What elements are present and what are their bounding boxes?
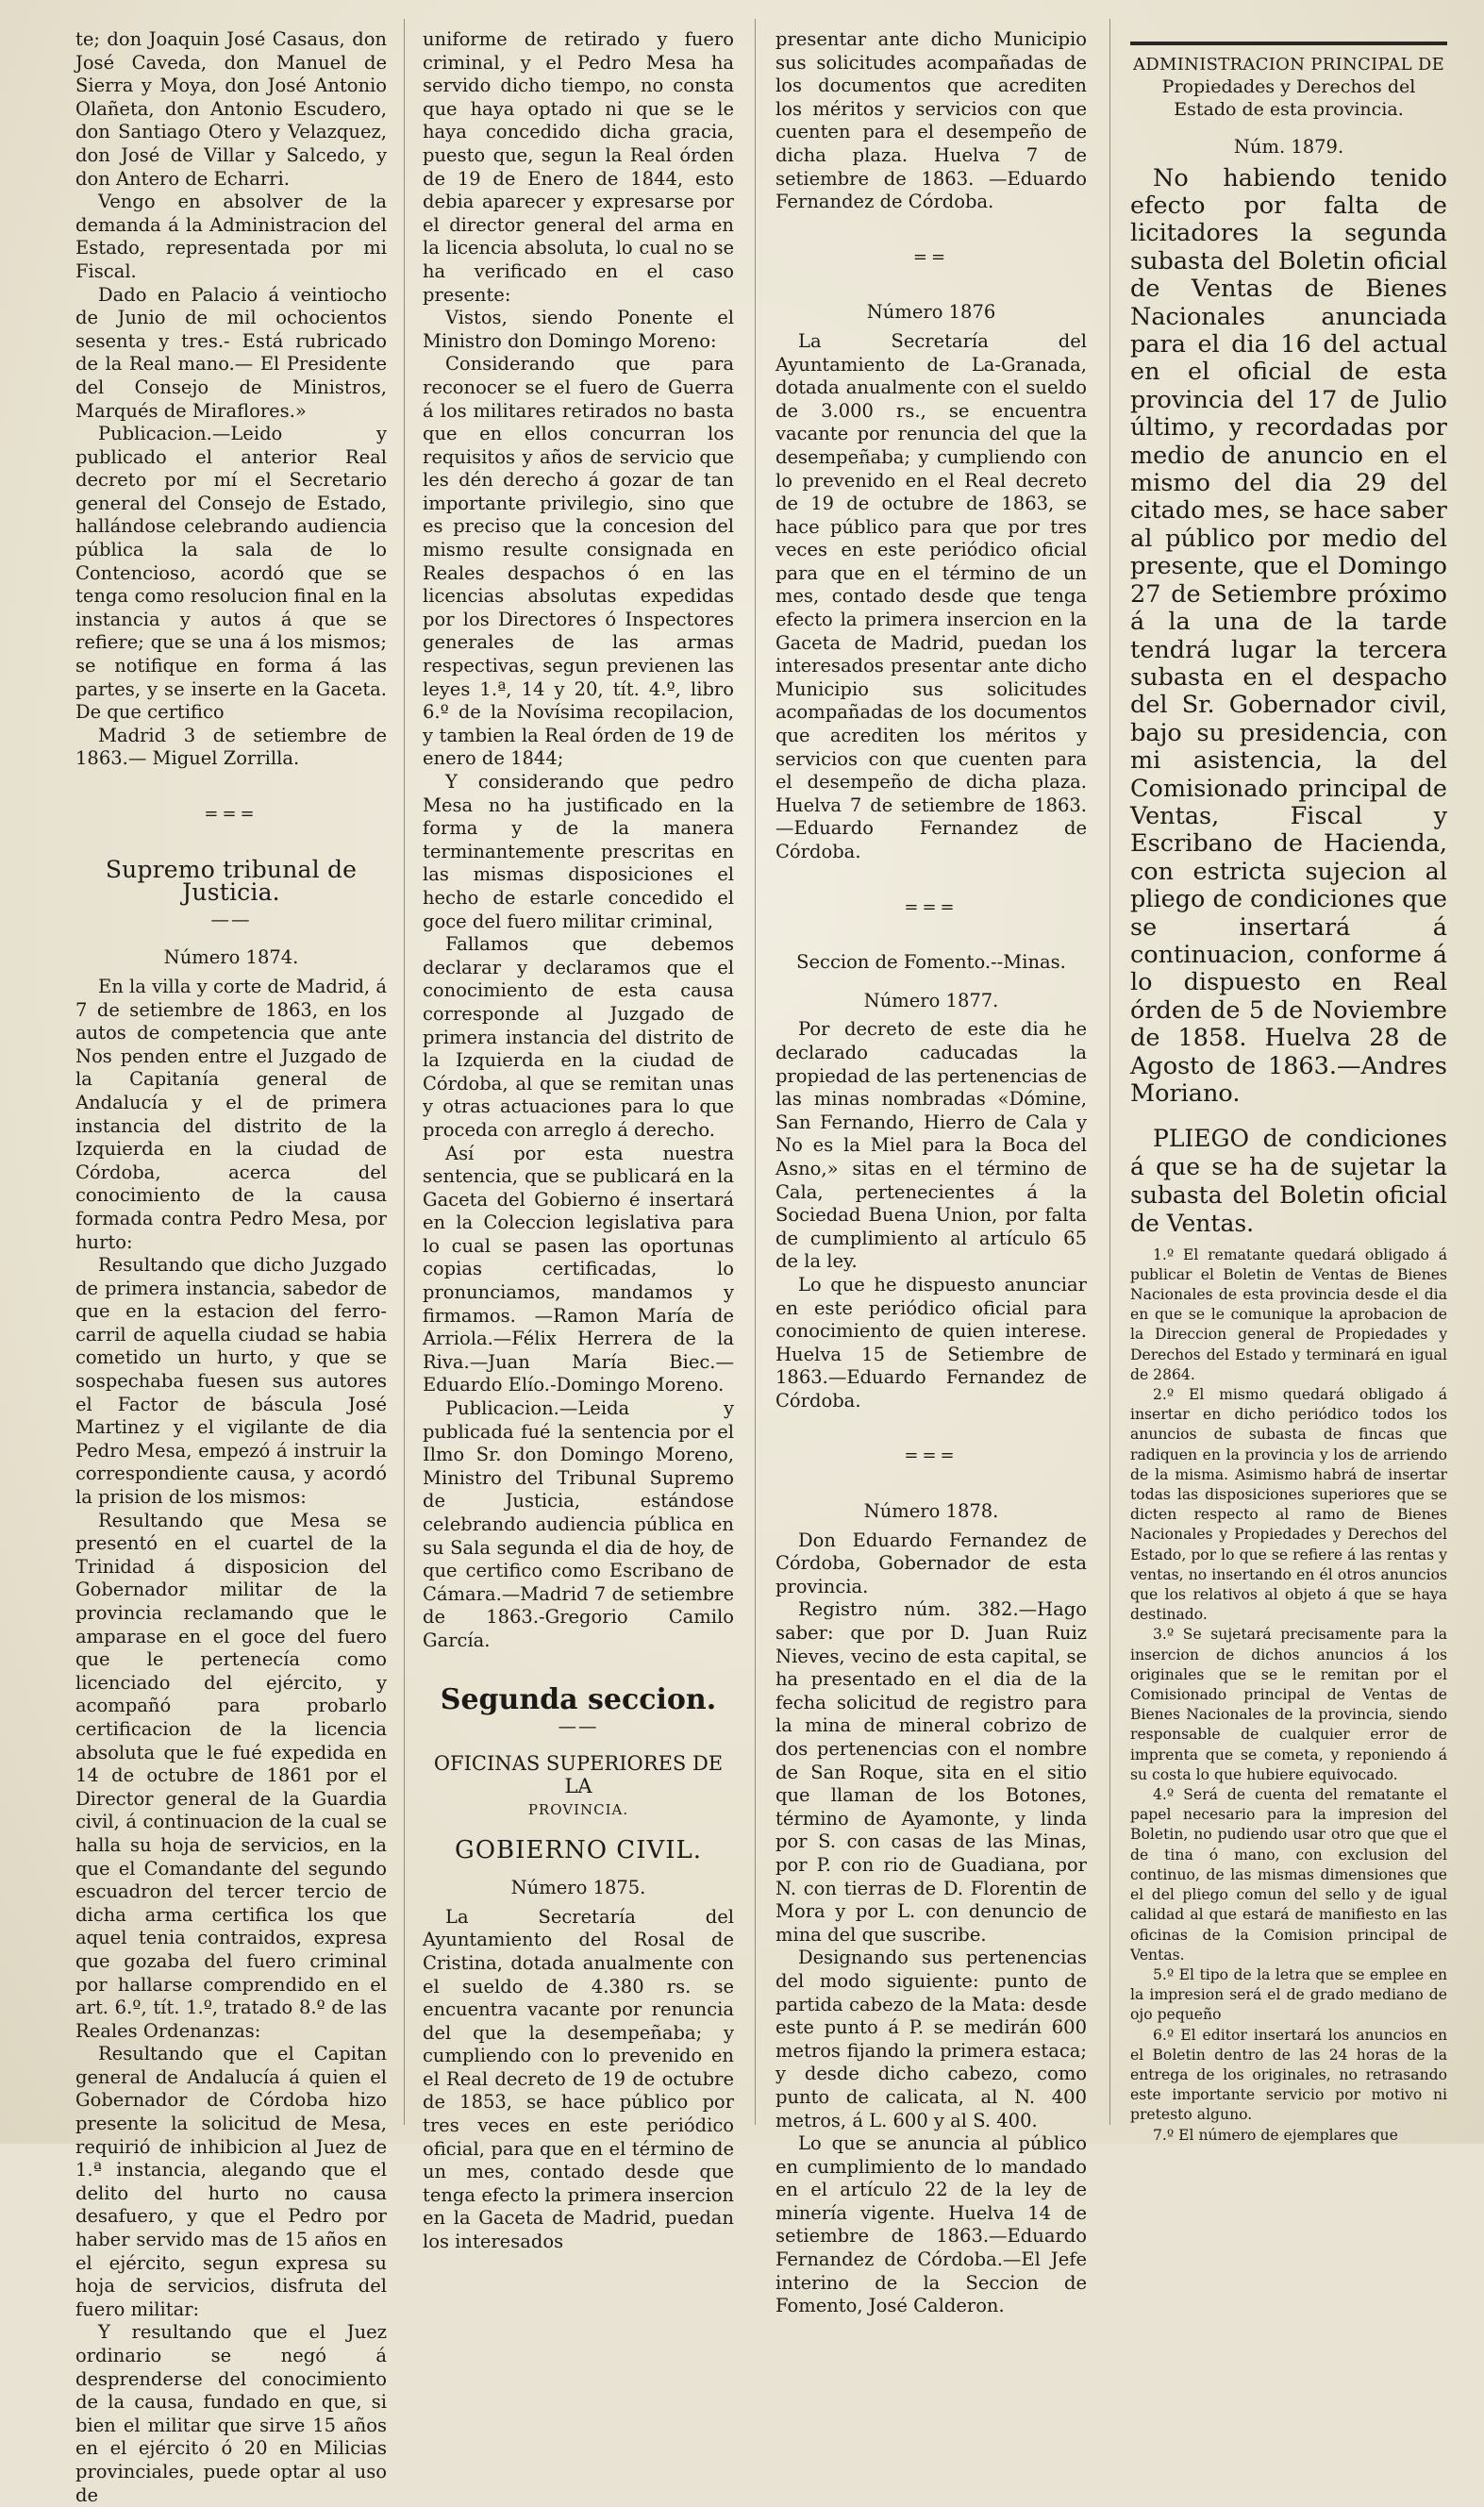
column-rule — [755, 19, 756, 2125]
paragraph: Y considerando que pedro Mesa no ha justificado en la forma y de la manera terminantemente prescritas en las mismas disposiciones el hecho de estarle concedido el goce del fuero militar criminal, — [423, 771, 734, 932]
column-3 — [775, 28, 1087, 2317]
separator: === — [204, 804, 258, 824]
paragraph: Don Eduardo Fernandez de Córdoba, Gobernador de esta provincia. — [775, 1529, 1087, 1597]
paragraph: En la villa y corte de Madrid, á 7 de setiembre de 1863, en los autos de competencia que ante Nos penden entre el Juzgado de la Capitanía general de Andalucía y el de primera instancia del distrito de la Izquierda en la ciudad de Córdoba, acerca del conocimiento de la causa formada contra Pedro Mesa, por hurto: — [75, 975, 387, 1253]
paragraph: Registro núm. 382.—Hago saber: que por D. Juan Ruiz Nieves, vecino de esta capital, se ha presentado en el dia de la fecha solicitud de registro para la mina de mineral cobrizo de dos pertenencias con el nombre de San Roque, sita en el sitio que llaman de los Botones, término de Ayamonte, y linda por S. con casas de las Minas, por P. con rio de Guadiana, por N. con tierras de D. Florentin de Mora y por L. con denuncio de mina del que suscribe. — [775, 1598, 1087, 1946]
notice-number: Núm. 1879. — [1233, 136, 1344, 158]
paragraph: Fallamos que debemos declarar y declaramos que el conocimiento de esta causa corresponde al Juzgado de primera instancia del distrito de la Izquierda en la ciudad de Córdoba, al que se remitan unas y otras actuaciones para lo que proceda con arreglo á derecho. — [423, 933, 734, 1141]
paragraph: uniforme de retirado y fuero criminal, y el Pedro Mesa ha servido dicho tiempo, no consta que haya optado ni que se le haya concedido dicha gracia, puesto que, segun la Real órden de 19 de Enero de 1844, esto debia aparecer y expresarse por el director general del arma en la licencia absoluta, lo cual no se ha verificado en el caso presente: — [423, 28, 734, 306]
notice-number: Número 1874. — [163, 946, 299, 969]
section-heading: Seccion de Fomento.--Minas. — [796, 951, 1066, 974]
paragraph: La Secretaría del Ayuntamiento del Rosal de Cristina, dotada anualmente con el sueldo de 4.380 rs. se encuentra vacante por renuncia del que la desempeñaba; y cumpliendo con lo prevenido en el Real decreto de 19 de octubre de 1853, se hace público por tres veces en este periódico oficial, para que en el término de un mes, contado desde que tenga efecto la primera insercion en la Gaceta de Madrid, puedan los interesados — [423, 1905, 734, 2253]
separator: === — [904, 1446, 959, 1466]
section-heading: Supremo tribunal de Justicia. — [105, 855, 358, 907]
paragraph: Publicacion.—Leida y publicada fué la sentencia por el Ilmo Sr. don Domingo Moreno, Ministro del Tribunal Supremo de Justicia, estándose celebrando audiencia pública en su Sala segunda el dia de hoy, de que certifico como Escribano de Cámara.—Madrid 7 de setiembre de 1863.-Gregorio Camilo García. — [423, 1397, 734, 1651]
subsection-heading: OFICINAS SUPERIORES DE LA — [433, 1751, 724, 1798]
top-rule — [1130, 42, 1447, 45]
paragraph: Así por esta nuestra sentencia, que se publicará en la Gaceta del Gobierno é insertará en la Coleccion legislativa para lo cual se pasen las oportunas copias certificadas, lo pronunciamos, mandamos y firmamos. —Ramon María de Arriola.—Félix Herrera de la Riva.—Juan María Biec.—Eduardo Elío.-Domingo Moreno. — [423, 1142, 734, 1396]
subsection-heading: GOBIERNO CIVIL. — [454, 1835, 703, 1864]
separator: —— — [558, 1715, 599, 1738]
paragraph: No habiendo tenido efecto por falta de licitadores la segunda subasta del Boletin oficial de Ventas de Bienes Nacionales anunciada para el dia 16 del actual en el oficial de esta provincia del 17 de Julio último, y recordadas por medio de anuncio en el mismo del dia 29 del citado mes, se hace saber al público por medio del presente, que el Domingo 27 de Setiembre próximo á la una de la tarde tendrá lugar la tercera subasta en el despacho del Sr. Gobernador civil, bajo su presidencia, con mi asistencia, la del Comisionado principal de Ventas, Fiscal y Escribano de Hacienda, con estricta sujecion al pliego de condiciones que se insertará á continuacion, conforme á lo dispuesto en Real órden de 5 de Noviembre de 1858. Huelva 28 de Agosto de 1863.—Andres Moriano. — [1130, 163, 1447, 1108]
condition-item: 5.º El tipo de la letra que se emplee en la impresion será el de grado mediano de ojo pequeño — [1130, 1965, 1447, 2024]
condition-item: 6.º El editor insertará los anuncios en el Boletin dentro de las 24 horas de la entrega de los originales, no retrasando este importante servicio por motivo ni pretesto alguno. — [1130, 2026, 1447, 2124]
paragraph: Designando sus pertenencias del modo siguiente: punto de partida cabezo de la Mata: desde este punto á P. se medirán 600 metros fijando la primera estaca; y desde dicho cabezo, como punto de calicata, al N. 400 metros, á L. 600 y al S. 400. — [775, 1947, 1087, 2131]
separator: —— — [210, 908, 252, 930]
condition-item: 1.º El rematante quedará obligado á publicar el Boletin de Ventas de Bienes Nacionales de esta provincia desde el dia en que se le comunique la aprobacion de la Direccion general de Propiedades y Derechos del Estado y terminará en igual de 2864. — [1130, 1245, 1447, 1383]
column-4 — [1130, 28, 1447, 2144]
paragraph: Resultando que Mesa se presentó en el cuartel de la Trinidad á disposicion del Gobernador militar de la provincia reclamando que le amparase en el goce del fuero que le pertenecía como licenciado del ejército, y acompañó para probarlo certificacion de la licencia absoluta que le fué expedida en 14 de octubre de 1861 por el Director general de la Guardia civil, á continuacion de la cual se halla su hoja de servicios, en la que el Comandante del segundo escuadron del tercer tercio de dicha arma certifica los que aquel tenia contraidos, expresa que gozaba del fuero criminal por hallarse comprendido en el art. 6.º, tít. 1.º, tratado 8.º de las Reales Ordenanzas: — [75, 1509, 387, 2042]
column-2 — [423, 28, 734, 2253]
paragraph: Lo que se anuncia al público en cumplimiento de lo mandado en el artículo 22 de la ley de minería vigente. Huelva 14 de setiembre de 1863.—Eduardo Fernandez de Córdoba.—El Jefe interino de la Seccion de Fomento, José Calderon. — [775, 2132, 1087, 2317]
paragraph: Resultando que dicho Juzgado de primera instancia, sabedor de que en la estacion del ferro-carril de aquella ciudad se habia cometido un hurto, y que se sospechaba fuesen sus autores el Factor de báscula José Martinez y el vigilante de dia Pedro Mesa, empezó á instruir la correspondiente causa, y acordó la prision de los mismos: — [75, 1254, 387, 1509]
paragraph: Dado en Palacio á veintiocho de Junio de mil ochocientos sesenta y tres.- Está rubricado de la Real mano.— El Presidente del Consejo de Ministros, Marqués de Miraflores.» — [75, 283, 387, 422]
separator: == — [912, 246, 950, 267]
paragraph: Resultando que el Capitan general de Andalucía á quien el Gobernador de Córdoba hizo presente la solicitud de Mesa, requirió de inhibicion al Juez de 1.ª instancia, alegando que el delito del hurto no causa desafuero, y que el Pedro por haber servido mas de 15 años en el ejército, segun expresa su hoja de servicios, disfruta del fuero militar: — [75, 2043, 387, 2320]
notice-number: Número 1875. — [510, 1877, 646, 1899]
section-subheading: Propiedades y Derechos del Estado de esta provincia. — [1161, 76, 1416, 120]
condition-item: 4.º Será de cuenta del rematante el papel necesario para la impresion del Boletin, no pudiendo usar otro que que el de tina ó mano, con exclusion del continuo, de las mismas dimensiones que el del pliego comun del sello y de igual calidad al que estará de manifiesto en las oficinas de la Comision principal de Ventas. — [1130, 1786, 1447, 1964]
subsection-heading: PROVINCIA. — [527, 1800, 629, 1818]
paragraph: Lo que he dispuesto anunciar en este periódico oficial para conocimiento de quien interese. Huelva 15 de Setiembre de 1863.—Eduardo Fernandez de Córdoba. — [775, 1273, 1087, 1412]
paragraph: Considerando que para reconocer se el fuero de Guerra á los militares retirados no basta que en ellos concurran los requisitos y años de servicio que les dén derecho á gozar de tan importante privilegio, sino que es preciso que la concesion del mismo resulte consignada en Reales despachos ó en las licencias absolutas expedidas por los Directores ó Inspectores generales de las armas respectivas, segun previenen las leyes 1.ª, 14 y 20, tít. 4.º, libro 6.º de la Novísima recopilacion, y tambien la Real órden de 19 de enero de 1844; — [423, 353, 734, 770]
paragraph: Y resultando que el Juez ordinario se negó á desprenderse del conocimiento de la causa, fundado en que, si bien el militar que sirve 15 años en el ejército ó 20 en Milicias provinciales, puede optar al uso de — [75, 2321, 387, 2506]
separator: === — [904, 896, 959, 917]
section-heading: ADMINISTRACION PRINCIPAL DE — [1132, 55, 1445, 75]
paragraph: Vistos, siendo Ponente el Ministro don Domingo Moreno: — [423, 307, 734, 352]
paragraph: Vengo en absolver de la demanda á la Administracion del Estado, representada por mi Fiscal. — [75, 191, 387, 282]
paragraph: Madrid 3 de setiembre de 1863.— Miguel Zorrilla. — [75, 724, 387, 770]
paragraph: La Secretaría del Ayuntamiento de La-Granada, dotada anualmente con el sueldo de 3.000 rs., se encuentra vacante por renuncia del que la desempeñaba; y cumpliendo con lo prevenido en el Real decreto de 19 de octubre de 1863, se hace público para que por tres veces en este periódico oficial para que en el término de un mes, contado desde que tenga efecto la primera insercion en la Gaceta de Madrid, puedan los interesados presentar ante dicho Municipio sus solicitudes acompañadas de los documentos que acrediten los méritos y servicios con que cuenten para el desempeño de dicha plaza. Huelva 7 de setiembre de 1863.—Eduardo Fernandez de Córdoba. — [775, 329, 1087, 862]
pliego-heading: PLIEGO de condiciones á que se ha de sujetar la subasta del Boletin oficial de Ventas. — [1130, 1125, 1447, 1237]
paragraph: Publicacion.—Leido y publicado el anterior Real decreto por mí el Secretario general del Consejo de Estado, hallándose celebrando audiencia pública la sala de lo Contencioso, acordó que se tenga como resolucion final en la instancia y autos á que se refiere; que se una á los mismos; se notifique en forma á las partes, y se inserte en la Gaceta. De que certifico — [75, 423, 387, 724]
condition-item: 2.º El mismo quedará obligado á insertar en dicho periódico todos los anuncios de subasta de fincas que radiquen en la provincia y los de arriendo de la misma. Asimismo habrá de insertar todas las disposiciones superiores que se dicten respecto al ramo de Bienes Nacionales y Propiedades y Derechos del Estado, por lo que se refiere á las rentas y ventas, no insertando en él otros anuncios que los relativos al objeto á que se haya destinado. — [1130, 1386, 1447, 1624]
notice-number: Número 1878. — [863, 1500, 999, 1523]
notice-number: Número 1876 — [866, 301, 996, 324]
paragraph: Por decreto de este dia he declarado caducadas la propiedad de las pertenencias de las minas nombradas «Dómine, San Fernando, Hierro de Cala y No es la Miel para la Boca del Asno,» sitas en el término de Cala, pertenecientes á la Sociedad Buena Union, por falta de cumplimiento al artículo 65 de la ley. — [775, 1018, 1087, 1273]
notice-number: Número 1877. — [863, 989, 999, 1011]
column-rule — [1109, 19, 1110, 2125]
condition-item: 7.º El número de ejemplares que — [1153, 2126, 1398, 2144]
column-1 — [75, 28, 387, 2506]
conditions-list — [1130, 1245, 1447, 2146]
paragraph: te; don Joaquin José Casaus, don José Caveda, don Manuel de Sierra y Moya, don José Antonio Olañeta, don Antonio Escudero, don Santiago Otero y Velazquez, don José de Villar y Salcedo, y don Antero de Echarri. — [75, 28, 387, 190]
section-heading: Segunda seccion. — [440, 1682, 717, 1716]
condition-item: 3.º Se sujetará precisamente para la insercion de dichos anuncios á los originales que se le remitan por el Comisionado principal de Ventas de Bienes Nacionales de la provincia, siendo responsable de cualquier error de imprenta que se cometa, y reponiendo á su costa lo que hubiere equivocado. — [1130, 1626, 1447, 1783]
paragraph: presentar ante dicho Municipio sus solicitudes acompañadas de los documentos que acrediten los méritos y servicios con que cuenten para el desempeño de dicha plaza. Huelva 7 de setiembre de 1863. —Eduardo Fernandez de Córdoba. — [775, 28, 1087, 213]
column-rule — [404, 19, 405, 2125]
